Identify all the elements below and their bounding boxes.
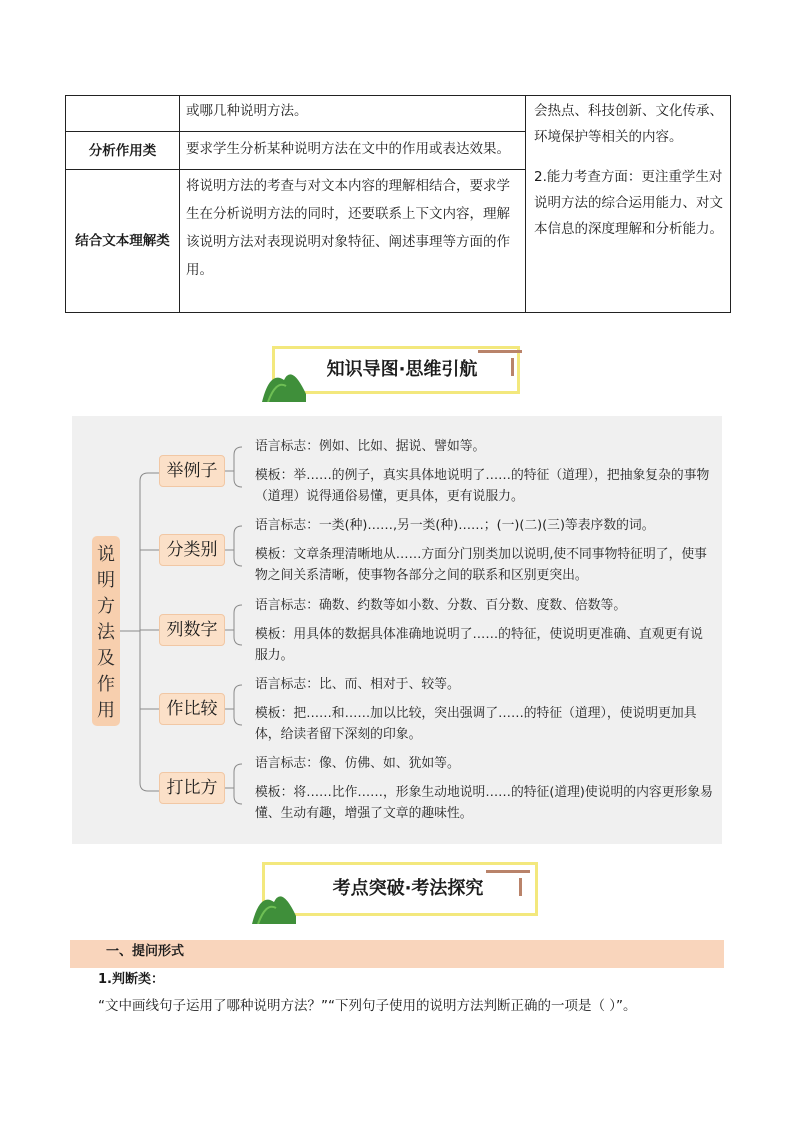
side-text-2: 2.能力考查方面：更注重学生对说明方法的综合运用能力、对文本信息的深度理解和分析能力。 bbox=[534, 169, 723, 237]
table-row-2-category: 结合文本理解类 bbox=[66, 170, 180, 313]
section-heading: 一、提问形式 bbox=[106, 944, 185, 959]
method-table bbox=[65, 95, 730, 313]
banner-title: 知识导图·思维引航 bbox=[326, 359, 478, 380]
section-banner-exam bbox=[252, 862, 540, 914]
question-example: “文中画线句子运用了哪种说明方法？”“下列句子使用的说明方法判断正确的一项是（ ）”。 bbox=[98, 998, 637, 1014]
mindmap-node-numbers: 列数字 bbox=[159, 614, 225, 646]
banner-title: 考点突破·考法探究 bbox=[332, 878, 484, 899]
note-template: 模板：用具体的数据具体准确地说明了……的特征，使说明更准确、直观更有说服力。 bbox=[255, 627, 703, 663]
root-char: 及 bbox=[97, 648, 115, 669]
note-sign: 语言标志：像、仿佛、如、犹如等。 bbox=[255, 756, 460, 771]
root-char: 说 bbox=[97, 544, 115, 565]
root-char: 作 bbox=[97, 674, 115, 695]
hill-icon bbox=[262, 364, 306, 402]
subheading: 1.判断类： bbox=[98, 972, 164, 987]
root-char: 法 bbox=[97, 622, 115, 643]
table-side-cell bbox=[526, 96, 731, 313]
table-row-1-category: 分析作用类 bbox=[66, 132, 180, 170]
note-sign: 语言标志：确数、约数等如小数、分数、百分数、度数、倍数等。 bbox=[255, 598, 627, 613]
table-row-0-category bbox=[66, 96, 180, 132]
mindmap-node-example: 举例子 bbox=[159, 455, 225, 487]
mindmap-node-metaphor: 打比方 bbox=[159, 772, 225, 804]
table-row-1-desc: 要求学生分析某种说明方法在文中的作用或表达效果。 bbox=[180, 132, 526, 170]
note-template: 模板：把……和……加以比较，突出强调了……的特征（道理），使说明更加具体，给读者留下深刻的印象。 bbox=[255, 706, 697, 742]
root-char: 明 bbox=[97, 570, 115, 591]
note-template: 模板：将……比作……，形象生动地说明……的特征(道理)使说明的内容更形象易懂、生动有趣，增强了文章的趣味性。 bbox=[255, 785, 713, 821]
note-template: 模板：举……的例子，真实具体地说明了……的特征（道理），把抽象复杂的事物（道理）说得通俗易懂，更具体，更有说服力。 bbox=[255, 468, 710, 504]
note-sign: 语言标志：例如、比如、据说、譬如等。 bbox=[255, 439, 486, 454]
table-row-0-desc: 或哪几种说明方法。 bbox=[180, 96, 526, 132]
root-char: 用 bbox=[97, 700, 115, 721]
banner-deco-line bbox=[486, 870, 530, 873]
mindmap-node-classify: 分类别 bbox=[159, 534, 225, 566]
root-char: 方 bbox=[97, 596, 115, 617]
banner-deco-line bbox=[519, 878, 522, 896]
hill-icon bbox=[252, 886, 296, 924]
table-row-2-desc: 将说明方法的考查与对文本内容的理解相结合，要求学生在分析说明方法的同时，还要联系上下文内容，理解该说明方法对表现说明对象特征、阐述事理等方面的作用。 bbox=[180, 170, 526, 313]
side-text-1: 会热点、科技创新、文化传承、环境保护等相关的内容。 bbox=[534, 103, 723, 145]
banner-deco-line bbox=[478, 350, 522, 353]
note-sign: 语言标志：一类(种)……,另一类(种)……；(一)(二)(三)等表序数的词。 bbox=[255, 518, 655, 533]
mind-map bbox=[72, 416, 722, 844]
banner-deco-line bbox=[511, 358, 514, 376]
section-banner-mindmap bbox=[262, 346, 522, 398]
note-sign: 语言标志：比、而、相对于、较等。 bbox=[255, 677, 460, 692]
mindmap-node-compare: 作比较 bbox=[159, 693, 225, 725]
mindmap-root bbox=[92, 536, 120, 726]
section-heading-bar bbox=[70, 940, 724, 968]
note-template: 模板：文章条理清晰地从……方面分门别类加以说明,使不同事物特征明了，使事物之间关系清晰，使事物各部分之间的联系和区别更突出。 bbox=[255, 547, 707, 583]
